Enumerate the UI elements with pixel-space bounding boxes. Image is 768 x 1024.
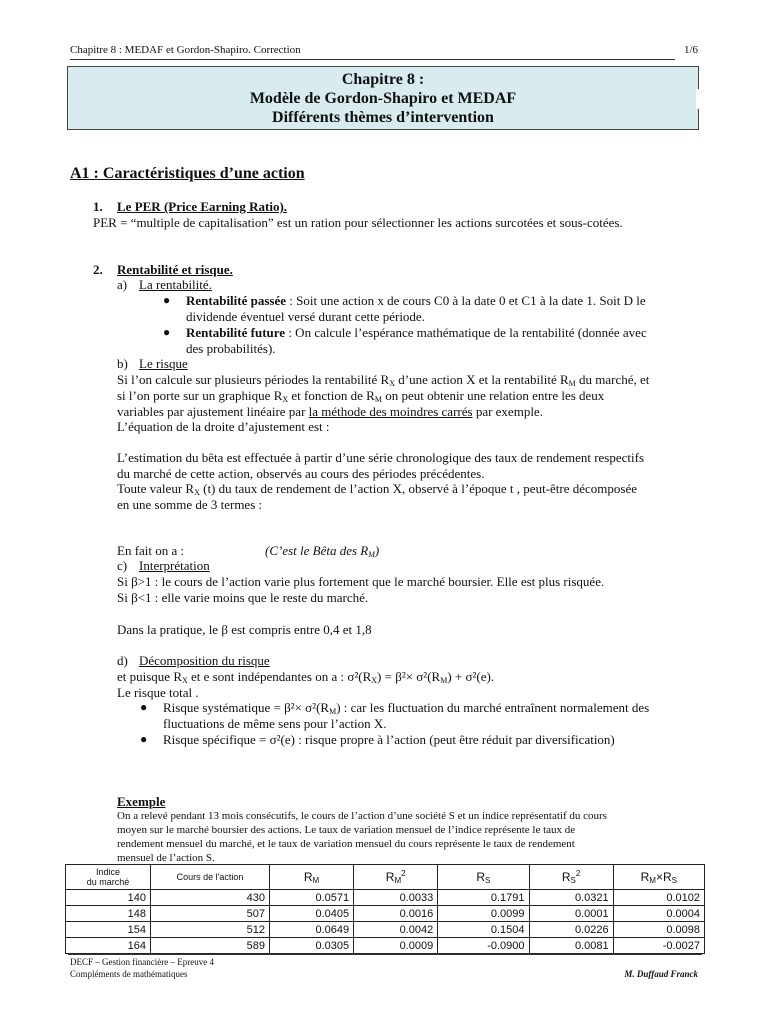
bullet: ●	[163, 325, 171, 339]
estimation-line-2: du marché de cette action, observés au cours des périodes précédentes.	[117, 466, 485, 481]
example-heading: Exemple	[117, 794, 166, 809]
table-cell: 507	[151, 906, 270, 922]
header-rule	[70, 59, 675, 60]
example-line-4: mensuel de l’action S.	[117, 852, 215, 864]
chapter-number: Chapitre 8 :	[341, 71, 425, 88]
header-title: Chapitre 8 : MEDAF et Gordon-Shapiro. Correction	[70, 44, 301, 56]
specific-risk: Risque spécifique = σ²(e) : risque propre à l’action (peut être réduit par diversification)	[163, 732, 615, 747]
footer-course: DECF – Gestion financière – Epreuve 4	[70, 957, 214, 967]
sub-d-title: Décomposition du risque	[139, 653, 270, 668]
table-cell: 0.0001	[529, 906, 613, 922]
systematic-risk-cont: fluctuations de même sens pour l’action X.	[163, 716, 387, 731]
chapter-title: Modèle de Gordon-Shapiro et MEDAF	[249, 90, 517, 107]
table-cell: 0.0226	[529, 922, 613, 938]
footer-author: M. Duffaud Franck	[624, 969, 698, 979]
table-cell: 0.0649	[270, 922, 354, 938]
item-1-heading: Le PER (Price Earning Ratio).	[117, 199, 288, 214]
chapter-subtitle: Différents thèmes d’intervention	[272, 109, 494, 126]
col-rs: $R_S$	[438, 865, 529, 890]
table-cell: 0.0405	[270, 906, 354, 922]
col-rs2: $R_S^2$	[529, 865, 613, 890]
risk-line-3: variables par ajustement linéaire par la méthode des moindres carrés par exemple.	[117, 404, 543, 419]
interpretation-2: Si β<1 : elle varie moins que le reste du marché.	[117, 590, 369, 605]
table-cell: 512	[151, 922, 270, 938]
table-cell: 0.0004	[613, 906, 704, 922]
bullet-past-return-cont: dividende éventuel versé durant cette période.	[186, 309, 425, 324]
item-2-heading: Rentabilité et risque.	[117, 262, 233, 277]
interpretation-1: Si β>1 : le cours de l’action varie plus fortement que le marché boursier. Elle est plus risquée.	[117, 574, 605, 589]
table-cell: 0.0081	[529, 938, 613, 954]
table-cell: -0.0900	[438, 938, 529, 954]
table-cell: 589	[151, 938, 270, 954]
bullet: ●	[140, 732, 148, 746]
bullet-future-return: Rentabilité future : On calcule l’espérance mathématique de la rentabilité (donnée avec	[186, 325, 647, 340]
table-cell: 154	[66, 922, 151, 938]
item-1-number: 1.	[93, 199, 103, 214]
section-heading: A1 : Caractéristiques d’une action	[70, 165, 305, 182]
risk-line-1: Si l’on calcule sur plusieurs périodes la rentabilité $R_X$ d’une action X et la rentabilité $R_M$ du marché, et	[117, 372, 650, 388]
col-rm: $R_M$	[270, 865, 354, 890]
bullet: ●	[140, 700, 148, 714]
sub-c-letter: c)	[117, 558, 128, 573]
table-cell: 0.0009	[354, 938, 438, 954]
col-cours: Cours de l'action	[151, 865, 270, 890]
table-cell: 140	[66, 890, 151, 906]
example-line-3: rendement mensuel du marché, et le taux de variation mensuel du cours représente le taux de rendement	[117, 838, 575, 850]
returns-table	[65, 864, 705, 954]
estimation-line-4: en une somme de 3 termes :	[117, 497, 263, 512]
estimation-line-1: L’estimation du bêta est effectuée à partir d’une série chronologique des taux de rendement respectifs	[117, 450, 645, 465]
page-number: 1/6	[683, 44, 698, 56]
table-cell: 148	[66, 906, 151, 922]
table-cell: 0.0102	[613, 890, 704, 906]
sub-a-letter: a)	[117, 277, 128, 292]
bullet-future-return-cont: des probabilités).	[186, 341, 276, 356]
table-cell: 0.0033	[354, 890, 438, 906]
item-2-number: 2.	[93, 262, 103, 277]
table-cell: 0.1504	[438, 922, 529, 938]
footer-subject: Compléments de mathématiques	[70, 969, 188, 979]
risk-line-2: si l’on porte sur un graphique $R_X$ et fonction de $R_M$ on peut obtenir une relation entre les deux	[117, 388, 605, 404]
sub-b-title: Le risque	[139, 356, 188, 371]
example-line-1: On a relevé pendant 13 mois consécutifs, le cours de l’action d’une société S et un indice représentatif du cours	[117, 810, 607, 822]
beta-note: (C’est le Bêta des $R_M$)	[265, 543, 380, 559]
sub-d-letter: d)	[117, 653, 128, 668]
systematic-risk: Risque systématique = $\beta^2\times \sigma^2(R_M)$ : car les fluctuation du marché entraînent normalement des	[163, 700, 650, 716]
table-row	[66, 938, 705, 954]
col-rm2: $R_M^2$	[354, 865, 438, 890]
sub-c-title: Interprétation	[139, 558, 210, 573]
col-indice: Indice du marché	[66, 865, 151, 890]
table-cell: 0.0321	[529, 890, 613, 906]
sub-b-letter: b)	[117, 356, 128, 371]
table-cell: 0.0099	[438, 906, 529, 922]
page-header	[70, 44, 698, 56]
table-cell: 164	[66, 938, 151, 954]
table-row	[66, 922, 705, 938]
practice-note: Dans la pratique, le β est compris entre 0,4 et 1,8	[117, 622, 372, 637]
table-cell: 0.0571	[270, 890, 354, 906]
per-definition: PER = “multiple de capitalisation” est un ration pour sélectionner les actions surcotées et sous-cotées.	[93, 215, 623, 230]
table-cell: 0.1791	[438, 890, 529, 906]
risk-line-4: L’équation de la droite d’ajustement est :	[117, 419, 330, 434]
col-rmrs: $R_M\times R_S$	[613, 865, 704, 890]
sub-a-title: La rentabilité.	[139, 277, 212, 292]
table-cell: 0.0016	[354, 906, 438, 922]
table-cell: 430	[151, 890, 270, 906]
footer-rule	[68, 954, 702, 955]
chapter-title-box	[67, 66, 699, 130]
table-cell: -0.0027	[613, 938, 704, 954]
en-fait-label: En fait on a :	[117, 543, 185, 558]
bullet-past-return: Rentabilité passée : Soit une action x de cours C0 à la date 0 et C1 à la date 1. Soit D le	[186, 293, 646, 308]
decomposition-line: et puisque $R_X$ et e sont indépendantes on a : $\sigma^2(R_X) = \beta^2\times \sigma^2(R_M) + \sigma^2(e)$.	[117, 669, 495, 685]
table-header-row	[66, 865, 705, 890]
estimation-line-3: Toute valeur $R_X$ (t) du taux de rendement de l’action X, observé à l’époque t , peut-être décomposée	[117, 481, 637, 497]
total-risk: Le risque total .	[117, 685, 199, 700]
bullet: ●	[163, 293, 171, 307]
table-row	[66, 890, 705, 906]
table-row	[66, 906, 705, 922]
title-box-notch	[696, 89, 699, 109]
example-line-2: moyen sur le marché boursier des actions. Le taux de variation mensuel de l’indice représente le taux de	[117, 824, 576, 836]
table-cell: 0.0305	[270, 938, 354, 954]
table-cell: 0.0042	[354, 922, 438, 938]
table-cell: 0.0098	[613, 922, 704, 938]
